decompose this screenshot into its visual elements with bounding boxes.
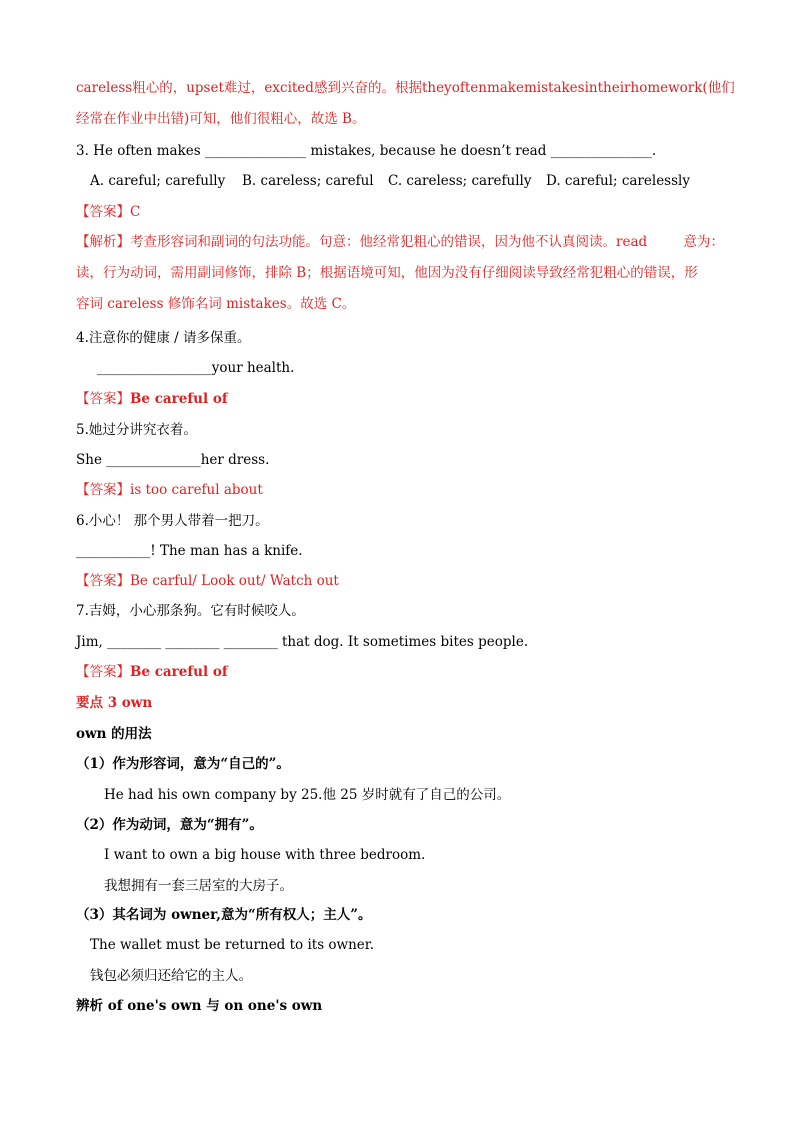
question-3-answer: 【答案】C: [76, 204, 141, 220]
text-segment: 感到兴奋的。根据: [313, 80, 422, 96]
compare-heading: 辨析 of one's own 与 on one's own: [76, 998, 323, 1014]
usage-1-example: He had his own company by 25.他 25 岁时就有了自己的公司。: [104, 787, 511, 803]
text-segment: often: [451, 80, 487, 96]
usage-3-heading: （3）其名词为 owner,意为“所有权人；主人”。: [76, 907, 372, 923]
question-7-answer: [76, 662, 800, 682]
text-segment: mistakes: [523, 80, 585, 96]
text-segment: 【解析】考查形容词和副词的句法功能。句意：他经常犯粗心的错误，因为他不认真阅读。read: [76, 234, 648, 250]
answer-text: Be careful of: [130, 391, 228, 407]
text-segment: in: [584, 80, 598, 96]
text-segment: homework(他们: [630, 80, 735, 96]
question-7: 7.吉姆，小心那条狗。它有时候咬人。: [76, 603, 305, 619]
question-7-blank: Jim, ________ ________ ________ that dog. It sometimes bites people.: [76, 634, 529, 650]
question-4-answer: [76, 389, 800, 409]
analysis-line-2: 经常在作业中出错)可知，他们很粗心，故选 B。: [76, 111, 366, 127]
analysis-line-1: [76, 78, 735, 98]
usage-3-example-en: The wallet must be returned to its owner.: [90, 937, 375, 953]
question-5-answer: 【答案】is too careful about: [76, 482, 263, 498]
option-d: D. careful; carelessly: [546, 173, 690, 189]
question-3: 3. He often makes _______________ mistakes, because he doesn’t read _______________.: [76, 143, 657, 159]
question-6: 6.小心！ 那个男人带着一把刀。: [76, 513, 269, 529]
own-usage-heading: own 的用法: [76, 726, 152, 742]
answer-label: 【答案】: [76, 664, 130, 680]
usage-1-heading: （1）作为形容词，意为“自己的”。: [76, 756, 290, 772]
text-segment: make: [486, 80, 524, 96]
question-4-blank: _________________your health.: [97, 360, 295, 376]
question-3-analysis-1: [76, 232, 724, 252]
option-a: A. careful; carefully: [90, 173, 226, 189]
point-3-heading: 要点 3 own: [76, 695, 153, 711]
text-segment: careless: [76, 80, 133, 96]
question-5: 5.她过分讲究衣着。: [76, 422, 197, 438]
usage-2-example-cn: 我想拥有一套三居室的大房子。: [104, 878, 293, 894]
usage-2-example-en: I want to own a big house with three bedroom.: [104, 847, 426, 863]
question-3-options: [90, 171, 800, 191]
answer-label: 【答案】: [76, 391, 130, 407]
text-segment: they: [421, 80, 452, 96]
answer-text: Be careful of: [130, 664, 228, 680]
question-3-analysis-2: 读，行为动词，需用副词修饰，排除 B；根据语境可知，他因为没有仔细阅读导致经常犯粗心的错误，形: [76, 265, 698, 281]
question-6-answer: 【答案】Be carful/ Look out/ Watch out: [76, 573, 339, 589]
text-segment: 粗心的，upset: [132, 80, 224, 96]
text-segment: 难过，excited: [223, 80, 314, 96]
question-4: 4.注意你的健康 / 请多保重。: [76, 330, 251, 346]
question-5-blank: She ______________her dress.: [76, 452, 270, 468]
text-segment: their: [597, 80, 631, 96]
question-3-analysis-3: 容词 careless 修饰名词 mistakes。故选 C。: [76, 296, 356, 312]
usage-3-example-cn: 钱包必须归还给它的主人。: [90, 968, 252, 984]
option-c: C. careless; carefully: [388, 173, 532, 189]
text-segment: 意为：: [683, 234, 724, 250]
option-b: B. careless; careful: [242, 173, 374, 189]
question-6-blank: ___________! The man has a knife.: [76, 543, 303, 559]
usage-2-heading: （2）作为动词，意为“拥有”。: [76, 817, 263, 833]
